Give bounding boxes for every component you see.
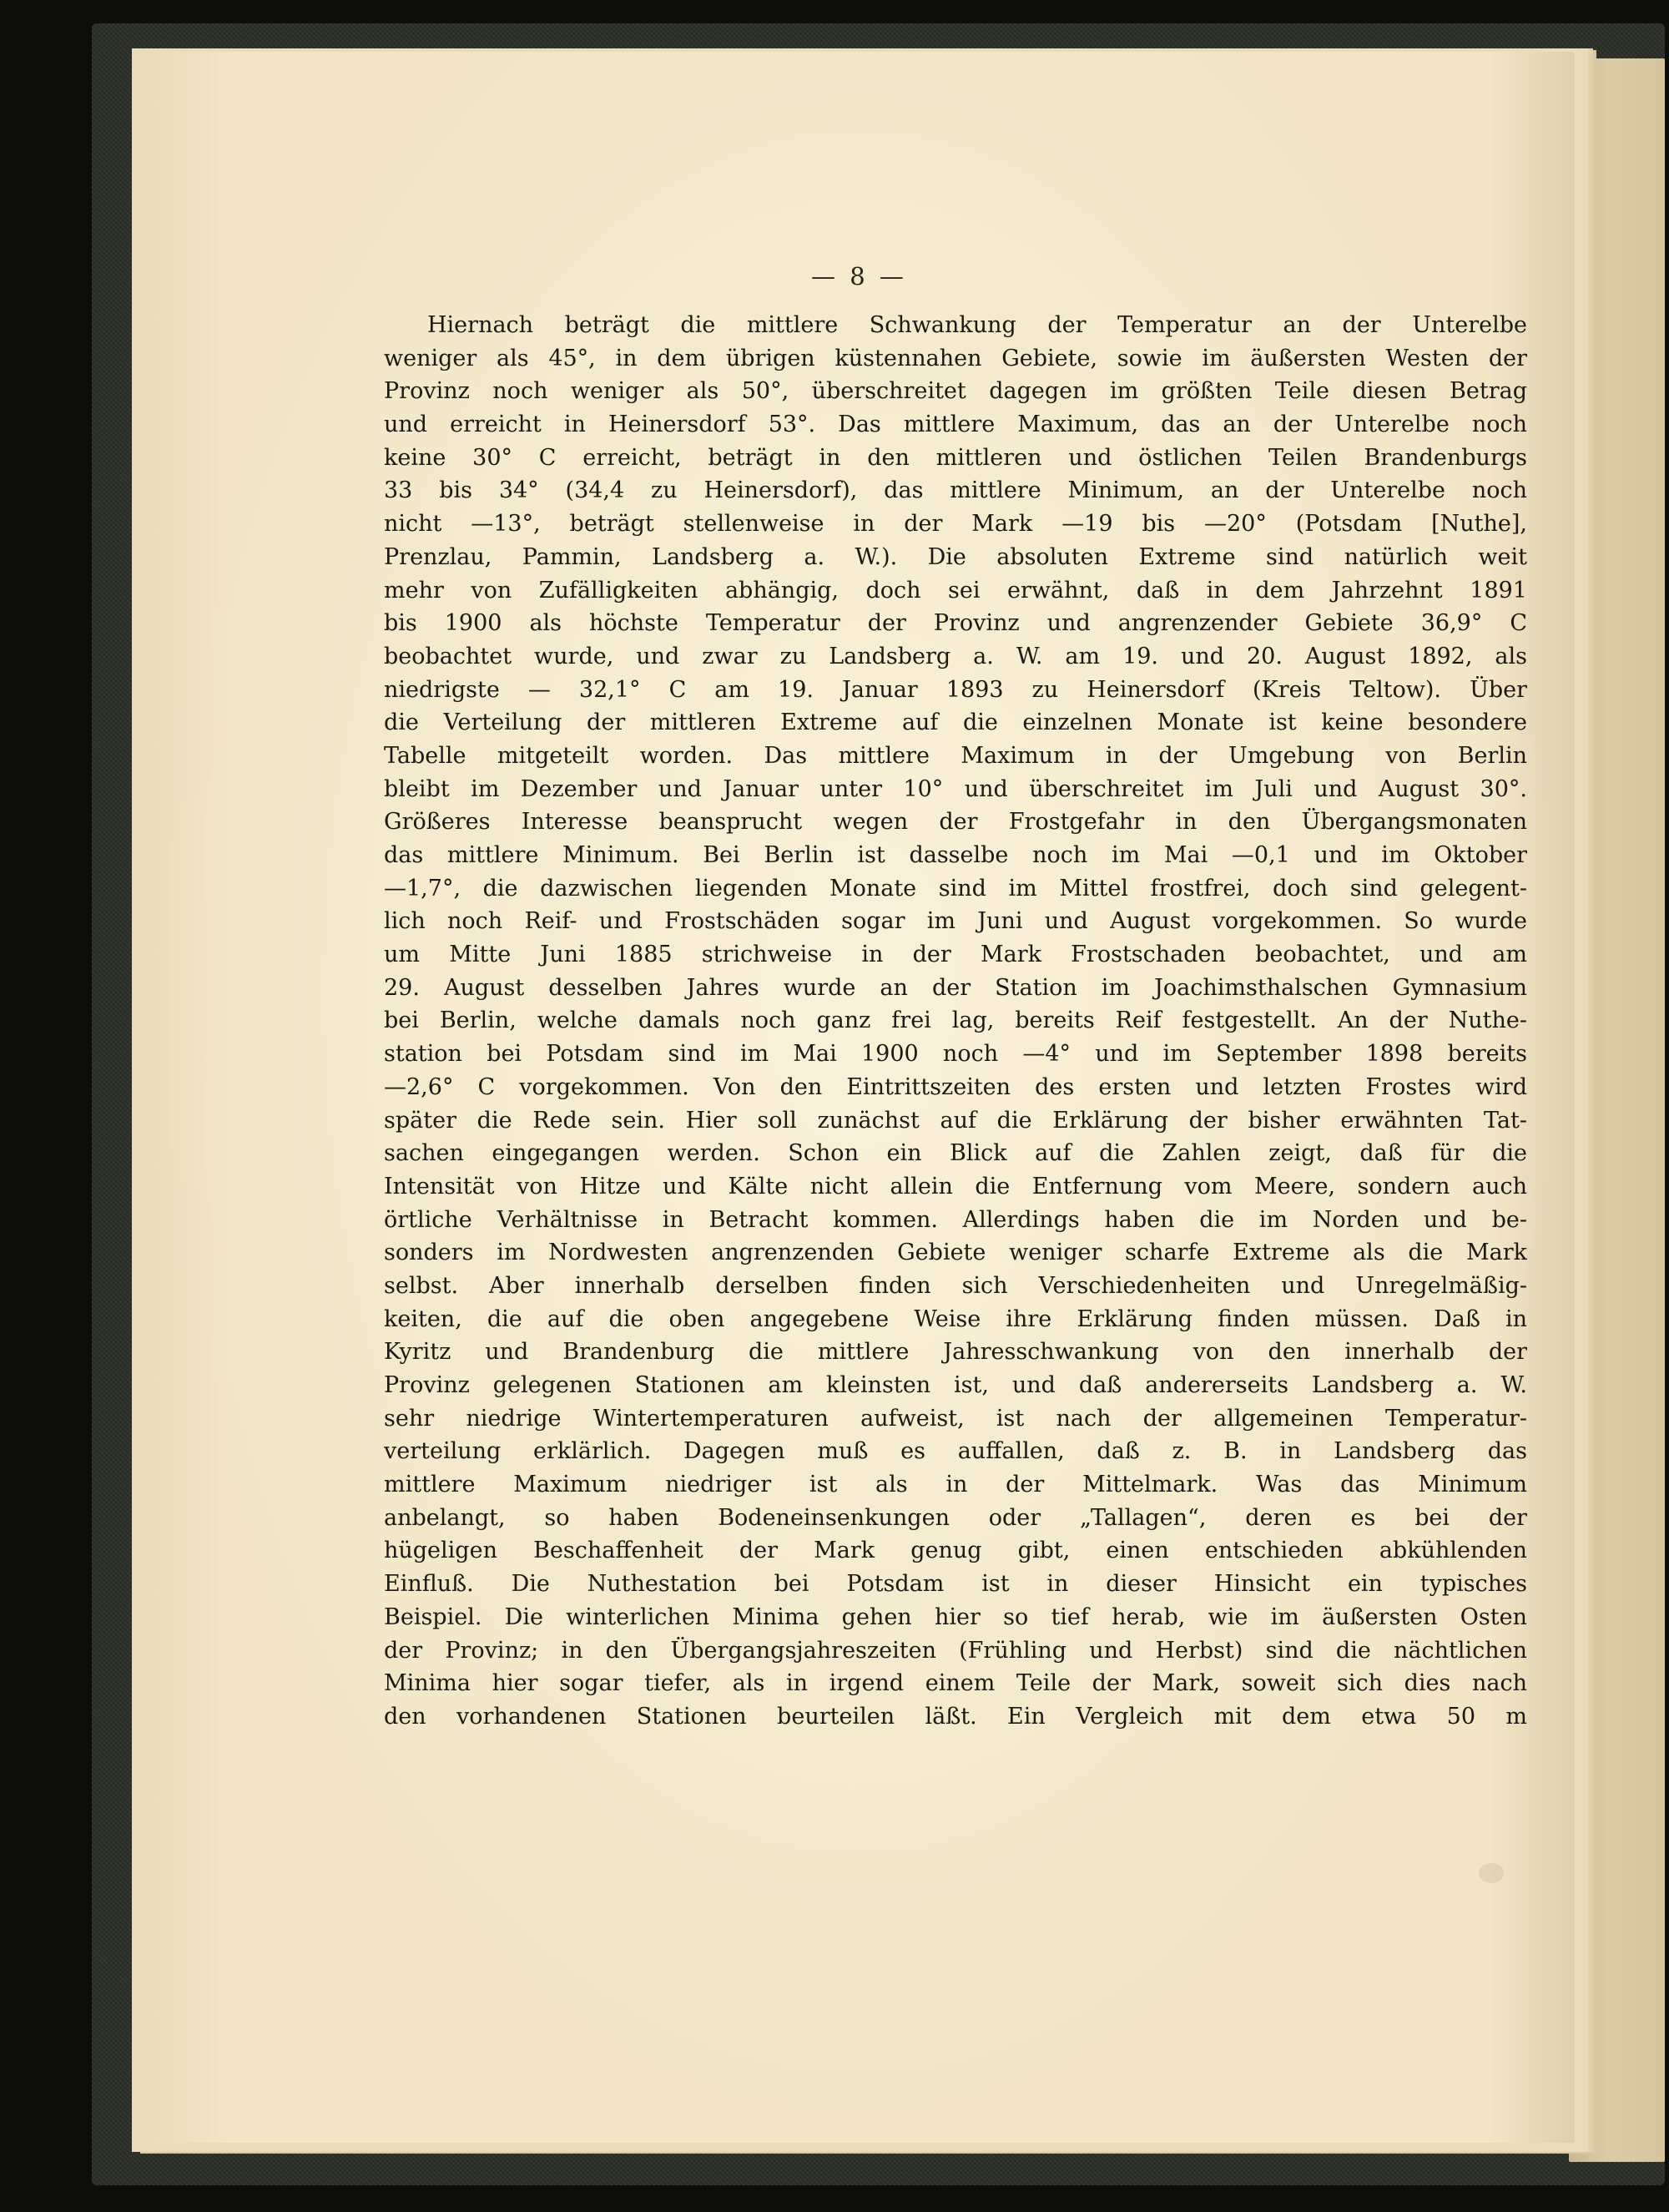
text-line: beobachtet wurde, und zwar zu Landsberg a. W. am 19. und 20. August 1892, als — [384, 643, 1527, 669]
text-line: selbst. Aber innerhalb derselben finden sich Verschiedenheiten und Unregelmäßig- — [384, 1272, 1527, 1299]
text-line: sehr niedrige Wintertemperaturen aufweist, ist nach der allgemeinen Temperatur- — [384, 1405, 1527, 1432]
page-number: — 8 — — [811, 262, 907, 290]
text-line: sonders im Nordwesten angrenzenden Gebiete weniger scharfe Extreme als die Mark — [384, 1240, 1527, 1266]
text-line: der Provinz; in den Übergangsjahreszeiten (Frühling und Herbst) sind die nächtlichen — [384, 1637, 1527, 1664]
text-line: hügeligen Beschaffenheit der Mark genug gibt, einen entschieden abkühlenden — [384, 1538, 1527, 1564]
text-line: die Verteilung der mittleren Extreme auf die einzelnen Monate ist keine besondere — [384, 710, 1527, 736]
text-line: station bei Potsdam sind im Mai 1900 noch —4° und im September 1898 bereits — [384, 1041, 1527, 1068]
text-line: sachen eingegangen werden. Schon ein Blick auf die Zahlen zeigt, daß für die — [384, 1140, 1527, 1167]
paper-stain — [1479, 1863, 1504, 1883]
text-line: —2,6° C vorgekommen. Von den Eintrittszeiten des ersten und letzten Frostes wird — [384, 1073, 1527, 1100]
text-line: Beispiel. Die winterlichen Minima gehen hier so tief herab, wie im äußersten Osten — [384, 1603, 1527, 1630]
text-line: Provinz noch weniger als 50°, überschreitet dagegen im größten Teile diesen Betrag — [384, 378, 1527, 405]
text-line: Provinz gelegenen Stationen am kleinsten ist, und daß andererseits Landsberg a. W. — [384, 1372, 1527, 1398]
text-line: nicht —13°, beträgt stellenweise in der Mark —19 bis —20° (Potsdam [Nuthe], — [384, 511, 1527, 538]
text-line: Intensität von Hitze und Kälte nicht allein die Entfernung vom Meere, sondern auch — [384, 1173, 1527, 1199]
text-line: das mittlere Minimum. Bei Berlin ist dasselbe noch im Mai —0,1 und im Oktober — [384, 842, 1527, 868]
text-line: Hiernach beträgt die mittlere Schwankung der Temperatur an der Unterelbe — [427, 312, 1527, 338]
text-line: anbelangt, so haben Bodeneinsenkungen oder „Tallagen“, deren es bei der — [384, 1504, 1527, 1531]
text-line: 33 bis 34° (34,4 zu Heinersdorf), das mittlere Minimum, an der Unterelbe noch — [384, 477, 1527, 504]
text-line: bei Berlin, welche damals noch ganz frei lag, bereits Reif festgestellt. An der Nuthe- — [384, 1008, 1527, 1034]
text-line: keiten, die auf die oben angegebene Weise ihre Erklärung finden müssen. Daß in — [384, 1305, 1527, 1332]
text-line: keine 30° C erreicht, beträgt in den mittleren und östlichen Teilen Brandenburgs — [384, 444, 1527, 471]
text-line: mittlere Maximum niedriger ist als in der Mittelmark. Was das Minimum — [384, 1472, 1527, 1498]
text-line: bis 1900 als höchste Temperatur der Provinz und angrenzender Gebiete 36,9° C — [384, 610, 1527, 637]
text-line: niedrigste — 32,1° C am 19. Januar 1893 zu Heinersdorf (Kreis Teltow). Über — [384, 676, 1527, 703]
text-line: den vorhandenen Stationen beurteilen läßt. Ein Vergleich mit dem etwa 50 m — [384, 1703, 1527, 1730]
body-text — [384, 309, 1527, 1734]
text-line: Einfluß. Die Nuthestation bei Potsdam ist in dieser Hinsicht ein typisches — [384, 1571, 1527, 1598]
text-line: Größeres Interesse beansprucht wegen der Frostgefahr in den Übergangsmonaten — [384, 809, 1527, 836]
text-line: und erreicht in Heinersdorf 53°. Das mittlere Maximum, das an der Unterelbe noch — [384, 412, 1527, 438]
text-line: Kyritz und Brandenburg die mittlere Jahresschwankung von den innerhalb der — [384, 1339, 1527, 1366]
text-line: Minima hier sogar tiefer, als in irgend einem Teile der Mark, soweit sich dies nach — [384, 1670, 1527, 1697]
book-page — [144, 52, 1575, 2143]
text-line: Tabelle mitgeteilt worden. Das mittlere Maximum in der Umgebung von Berlin — [384, 742, 1527, 769]
text-line: weniger als 45°, in dem übrigen küstennahen Gebiete, sowie im äußersten Westen der — [384, 345, 1527, 371]
text-line: 29. August desselben Jahres wurde an der Station im Joachimsthalschen Gymnasium — [384, 974, 1527, 1001]
text-line: um Mitte Juni 1885 strichweise in der Mark Frostschaden beobachtet, und am — [384, 942, 1527, 968]
text-line: verteilung erklärlich. Dagegen muß es auffallen, daß z. B. in Landsberg das — [384, 1438, 1527, 1465]
text-line: mehr von Zufälligkeiten abhängig, doch sei erwähnt, daß in dem Jahrzehnt 1891 — [384, 577, 1527, 604]
text-line: örtliche Verhältnisse in Betracht kommen. Allerdings haben die im Norden und be- — [384, 1206, 1527, 1233]
text-line: bleibt im Dezember und Januar unter 10° und überschreitet im Juli und August 30°. — [384, 775, 1527, 802]
text-line: lich noch Reif- und Frostschäden sogar im Juni und August vorgekommen. So wurde — [384, 908, 1527, 935]
text-line: später die Rede sein. Hier soll zunächst auf die Erklärung der bisher erwähnten Tat- — [384, 1107, 1527, 1134]
text-line: —1,7°, die dazwischen liegenden Monate sind im Mittel frostfrei, doch sind gelegent- — [384, 875, 1527, 901]
text-line: Prenzlau, Pammin, Landsberg a. W.). Die absoluten Extreme sind natürlich weit — [384, 543, 1527, 570]
